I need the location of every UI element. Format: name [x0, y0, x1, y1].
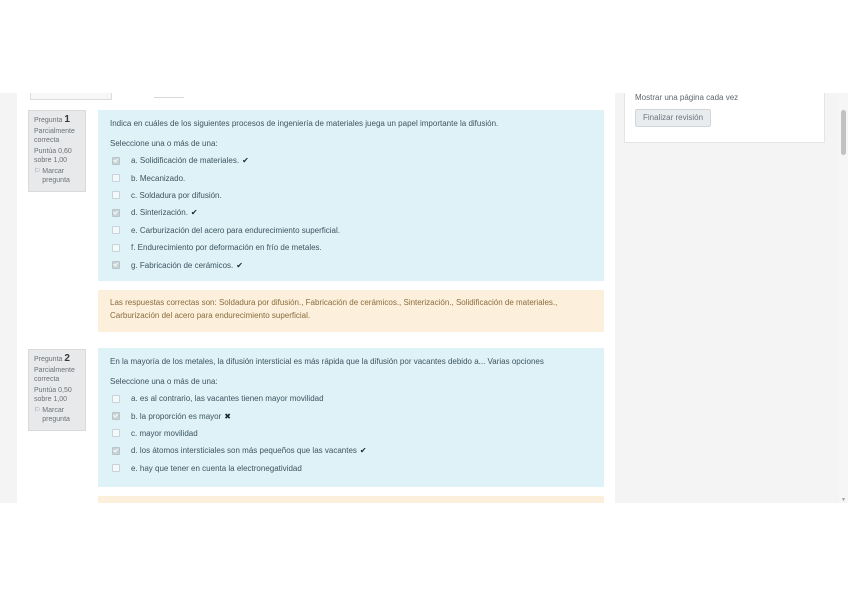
question-label: Pregunta	[34, 356, 63, 363]
answer-checkbox[interactable]	[112, 209, 120, 217]
answer-option[interactable]	[110, 390, 592, 407]
feedback-text: Las respuestas correctas son: Soldadura por difusión., Fabricación de cerámicos., Sinterización., Solidificación de materiales., Carburización del acero para endurecimiento superficial.	[110, 298, 558, 320]
answer-checkbox[interactable]	[112, 244, 120, 252]
answer-checkbox[interactable]	[112, 447, 120, 455]
quiz-review-page	[0, 93, 848, 503]
question-score: Puntúa 0,60 sobre 1,00	[34, 148, 72, 164]
flag-question-link[interactable]	[34, 167, 81, 185]
question-number-value: 1	[64, 114, 70, 125]
answer-option[interactable]	[110, 222, 592, 239]
answer-option-label: f. Endurecimiento por deformación en frío de metales.	[131, 243, 322, 253]
correct-check-icon: ✔	[190, 208, 198, 218]
question-status: Parcialmente correcta	[34, 367, 75, 383]
question-info-2	[28, 349, 86, 431]
question-number	[34, 354, 81, 364]
correct-check-icon: ✔	[359, 446, 367, 456]
answer-option-label: d. los átomos intersticiales son más pequeños que las vacantes	[131, 446, 357, 456]
show-one-page-link[interactable]: Mostrar una página cada vez	[635, 93, 739, 102]
quiz-navigation-block	[624, 93, 825, 143]
answer-option-label: d. Sinterización.	[131, 208, 188, 218]
flag-question-link[interactable]	[34, 406, 81, 424]
answer-option[interactable]	[110, 407, 592, 424]
answer-option-label: c. mayor movilidad	[131, 428, 198, 438]
answer-option[interactable]	[110, 442, 592, 459]
answer-option[interactable]	[110, 425, 592, 442]
previous-element-edge	[30, 93, 112, 100]
answer-option-label: a. Solidificación de materiales.	[131, 156, 240, 166]
bottom-blank-area	[0, 503, 848, 599]
top-blank-area	[0, 0, 848, 93]
answer-option[interactable]	[110, 204, 592, 221]
answer-option-label: g. Fabricación de cerámicos.	[131, 260, 234, 270]
question-info-1	[28, 110, 86, 192]
flag-question-label: Marcar pregunta	[42, 407, 70, 423]
answer-option-label: e. Carburización del acero para endurecimiento superficial.	[131, 225, 340, 235]
answer-option[interactable]	[110, 152, 592, 169]
answer-option[interactable]	[110, 460, 592, 477]
scroll-down-arrow-icon[interactable]: ▼	[841, 497, 846, 503]
scrollbar-thumb[interactable]	[841, 110, 846, 155]
flag-icon: ⚐	[34, 168, 41, 175]
correct-check-icon: ✔	[242, 156, 249, 166]
answer-prompt: Seleccione una o más de una:	[110, 139, 218, 148]
answer-option-label: a. es al contrario, las vacantes tienen mayor movilidad	[131, 394, 324, 404]
answer-checkbox[interactable]	[112, 174, 120, 182]
answer-options	[110, 390, 592, 477]
question-score: Puntúa 0,50 sobre 1,00	[34, 387, 72, 403]
question-text: Indica en cuáles de los siguientes procesos de ingeniería de materiales juega un papel importante la difusión.	[110, 119, 499, 128]
answer-option-label: b. la proporción es mayor	[131, 411, 222, 421]
flag-icon: ⚐	[34, 407, 41, 414]
question-content-1	[98, 110, 604, 281]
question-label: Pregunta	[34, 117, 63, 124]
answer-checkbox[interactable]	[112, 261, 120, 269]
answer-option[interactable]	[110, 187, 592, 204]
answer-option-label: e. hay que tener en cuenta la electronegatividad	[131, 463, 302, 473]
answer-checkbox[interactable]	[112, 464, 120, 472]
question-number	[34, 115, 81, 125]
answer-option[interactable]	[110, 169, 592, 186]
finish-review-button[interactable]: Finalizar revisión	[635, 109, 711, 127]
answer-option-label: b. Mecanizado.	[131, 173, 186, 183]
answer-prompt: Seleccione una o más de una:	[110, 377, 218, 386]
answer-option-label: c. Soldadura por difusión.	[131, 190, 222, 200]
answer-options	[110, 152, 592, 274]
question-content-2	[98, 348, 604, 487]
answer-checkbox[interactable]	[112, 429, 120, 437]
incorrect-cross-icon: ✖	[224, 411, 231, 421]
question-text: En la mayoría de los metales, la difusión intersticial es más rápida que la difusión por vacantes debido a... Varias opciones	[110, 357, 544, 366]
correct-answer-feedback	[98, 290, 604, 332]
flag-question-label: Marcar pregunta	[42, 168, 70, 184]
answer-checkbox[interactable]	[112, 226, 120, 234]
answer-checkbox[interactable]	[112, 395, 120, 403]
previous-element-edge-2	[154, 93, 184, 98]
question-status: Parcialmente correcta	[34, 128, 75, 144]
answer-checkbox[interactable]	[112, 157, 120, 165]
question-number-value: 2	[64, 353, 70, 364]
answer-checkbox[interactable]	[112, 412, 120, 420]
answer-option[interactable]	[110, 239, 592, 256]
answer-checkbox[interactable]	[112, 191, 120, 199]
correct-check-icon: ✔	[236, 260, 243, 270]
next-feedback-edge	[98, 496, 604, 503]
answer-option[interactable]	[110, 256, 592, 273]
